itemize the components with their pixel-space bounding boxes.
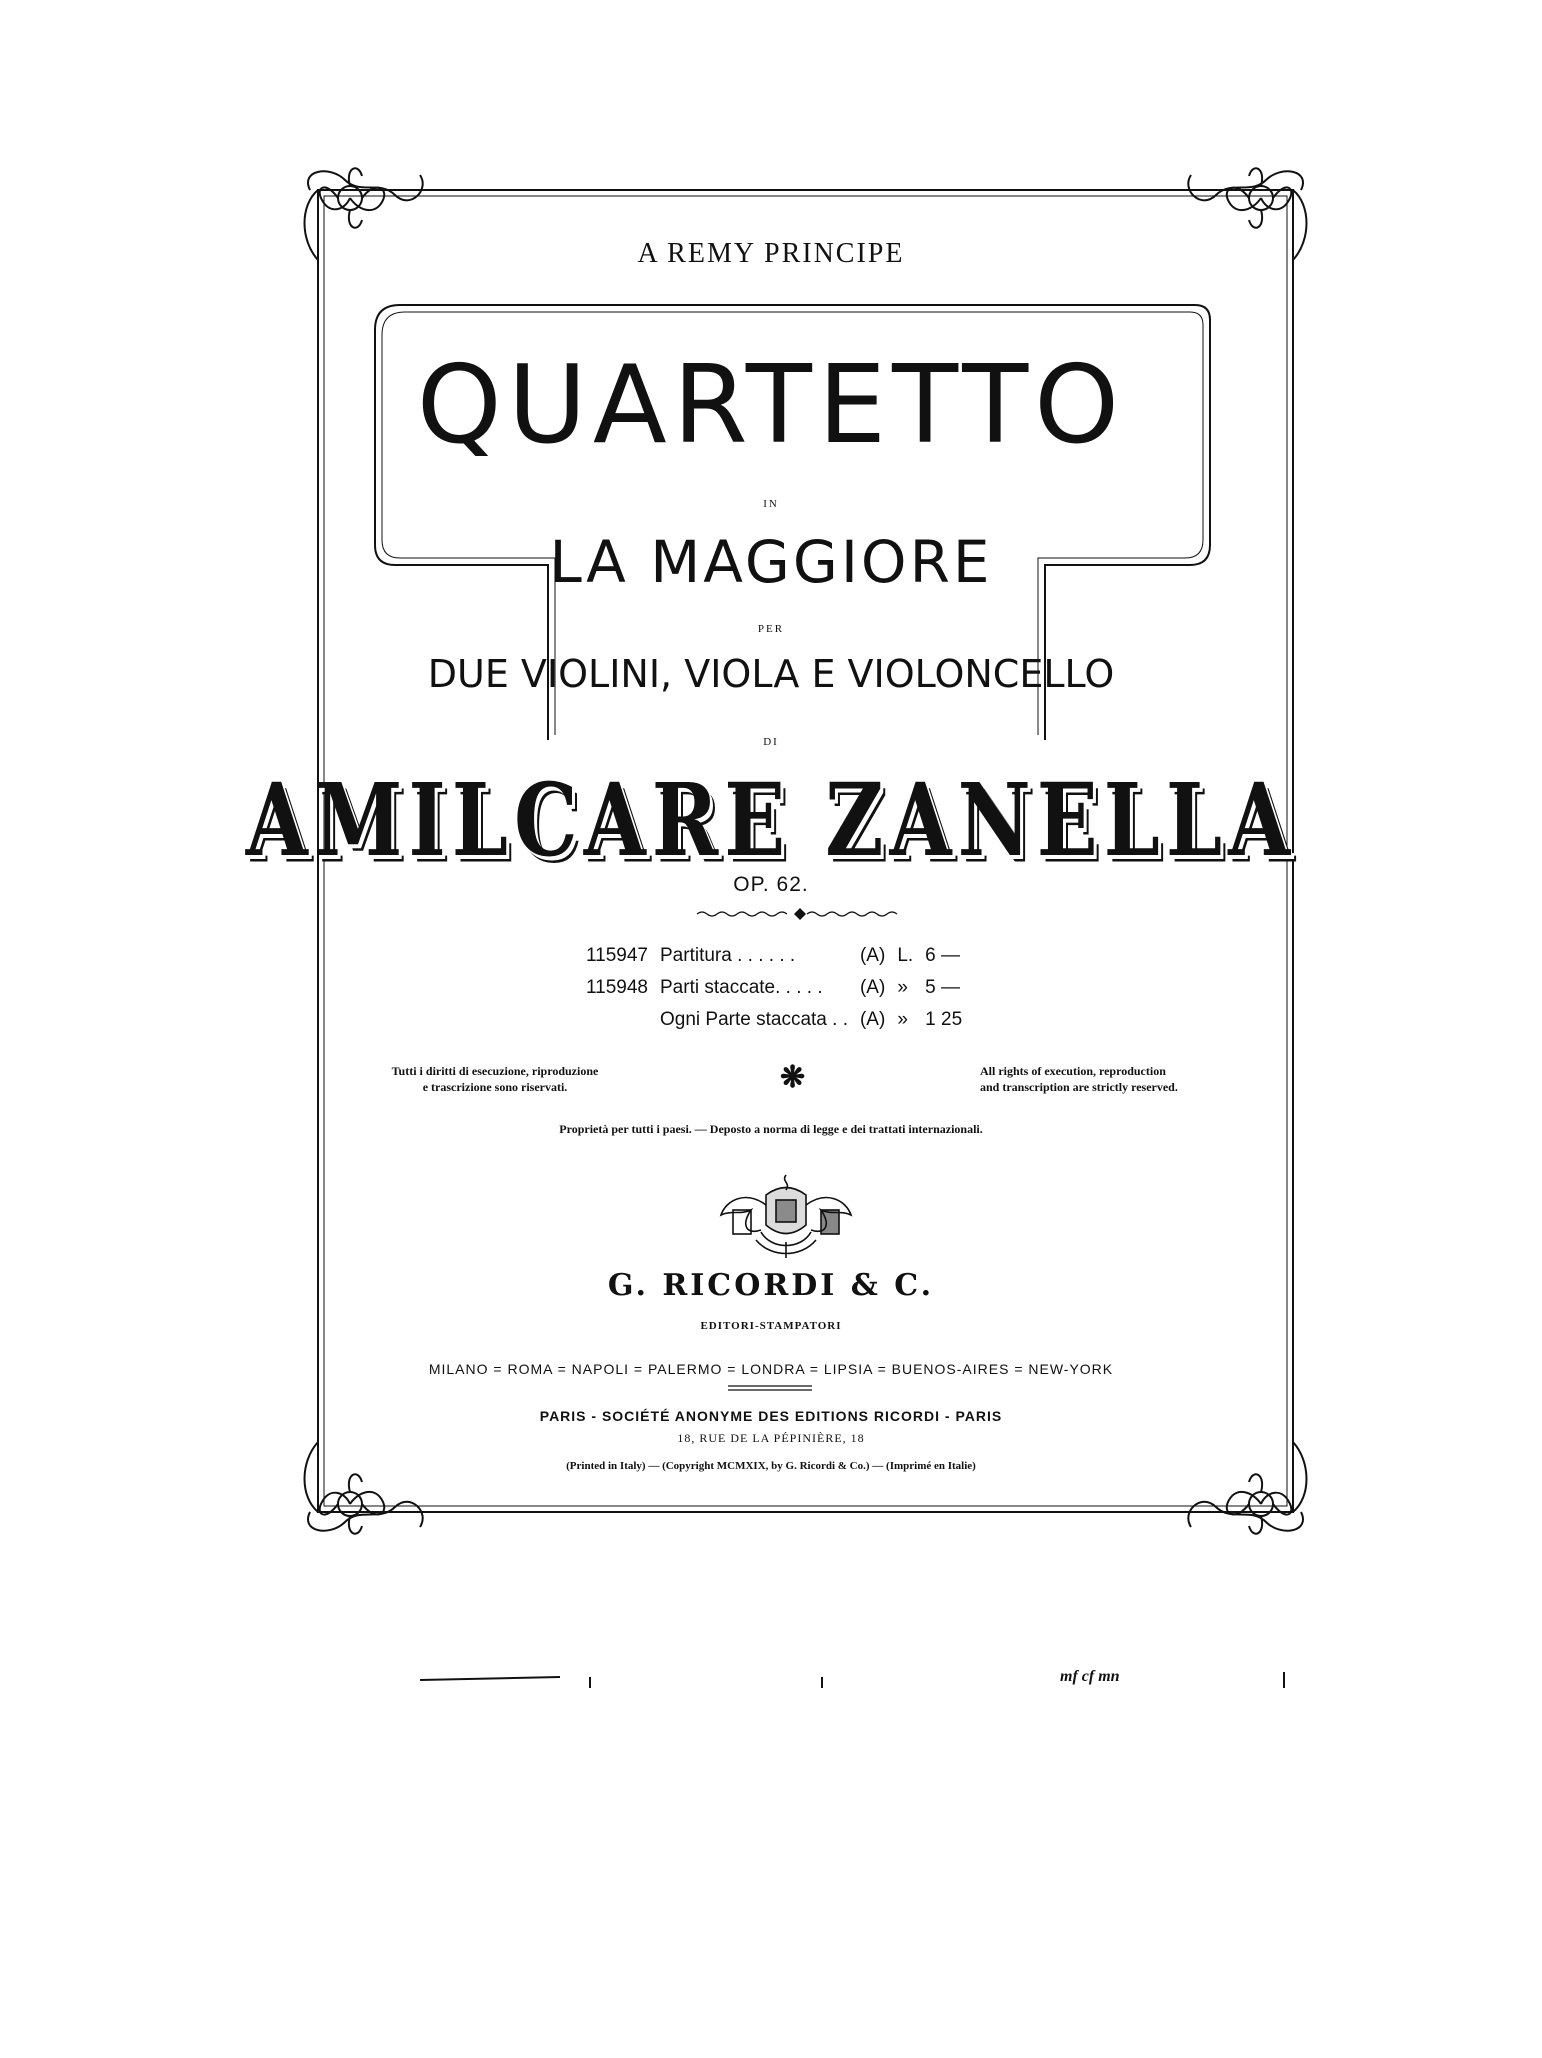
catalog-number: 115948: [586, 977, 648, 998]
price-list: [580, 940, 968, 1036]
price-row: [580, 972, 968, 1004]
rights-notice-english: [980, 1063, 1230, 1095]
instrumentation: DUE VIOLINI, VIOLA E VIOLONCELLO: [427, 652, 1115, 696]
price-grade: (A): [859, 1009, 886, 1030]
connector-per: per: [757, 620, 785, 636]
catalog-number: [580, 1004, 654, 1036]
rights-english-line1: All rights of execution, reproduction: [980, 1064, 1166, 1078]
copyright-notice: (Printed in Italy) — (Copyright MCMXIX, by G. Ricordi & Co.) — (Imprimé en Italie): [566, 1460, 976, 1472]
rights-notice-italian: [340, 1063, 650, 1095]
price-grade: (A): [859, 945, 886, 966]
bottom-marking: mf cf mn: [1060, 1668, 1120, 1685]
composer-name: AMILCARE ZANELLA: [245, 761, 1297, 879]
price-row: [580, 1004, 968, 1036]
price-currency: »: [897, 1009, 908, 1030]
price-item: Parti staccate. . . . .: [660, 977, 823, 998]
price-currency: L.: [897, 945, 914, 966]
rights-italian-line1: Tutti i diritti di esecuzione, riproduzione: [391, 1064, 599, 1078]
work-title: QUARTETTO: [416, 343, 1126, 468]
rights-english-line2: and transcription are strictly reserved.: [980, 1080, 1178, 1094]
connector-in: in: [763, 495, 779, 511]
property-notice: Proprietà per tutti i paesi. — Deposto a norma di legge e dei trattati internazionali.: [559, 1122, 983, 1136]
opus-number: OP. 62.: [733, 873, 809, 896]
publisher-subtitle: EDITORI-STAMPATORI: [700, 1320, 842, 1332]
price-value: 6 —: [925, 945, 961, 966]
key-signature: LA MAGGIORE: [549, 528, 993, 596]
rights-italian-line2: e trascrizione sono riservati.: [422, 1080, 568, 1094]
publisher-paris: PARIS - SOCIÉTÉ ANONYME DES EDITIONS RICORDI - PARIS: [539, 1408, 1003, 1424]
price-item: Ogni Parte staccata . .: [660, 1009, 848, 1030]
price-row: [580, 940, 968, 972]
separator-star-icon: ❋: [780, 1060, 806, 1095]
price-value: 1 25: [925, 1009, 963, 1030]
dedication: A REMY PRINCIPE: [637, 238, 905, 269]
catalog-number: 115947: [586, 945, 648, 966]
price-grade: (A): [859, 977, 886, 998]
publisher-emblem-icon: [711, 1170, 861, 1260]
connector-di: di: [763, 733, 779, 749]
publisher-name: G. RICORDI & C.: [607, 1268, 935, 1303]
publisher-address: 18, RUE DE LA PÉPINIÈRE, 18: [677, 1431, 865, 1445]
price-item: Partitura . . . . . .: [660, 945, 796, 966]
price-currency: »: [897, 977, 908, 998]
price-value: 5 —: [925, 977, 961, 998]
publisher-cities: MILANO = ROMA = NAPOLI = PALERMO = LONDRA = LIPSIA = BUENOS-AIRES = NEW-YORK: [428, 1361, 1114, 1377]
